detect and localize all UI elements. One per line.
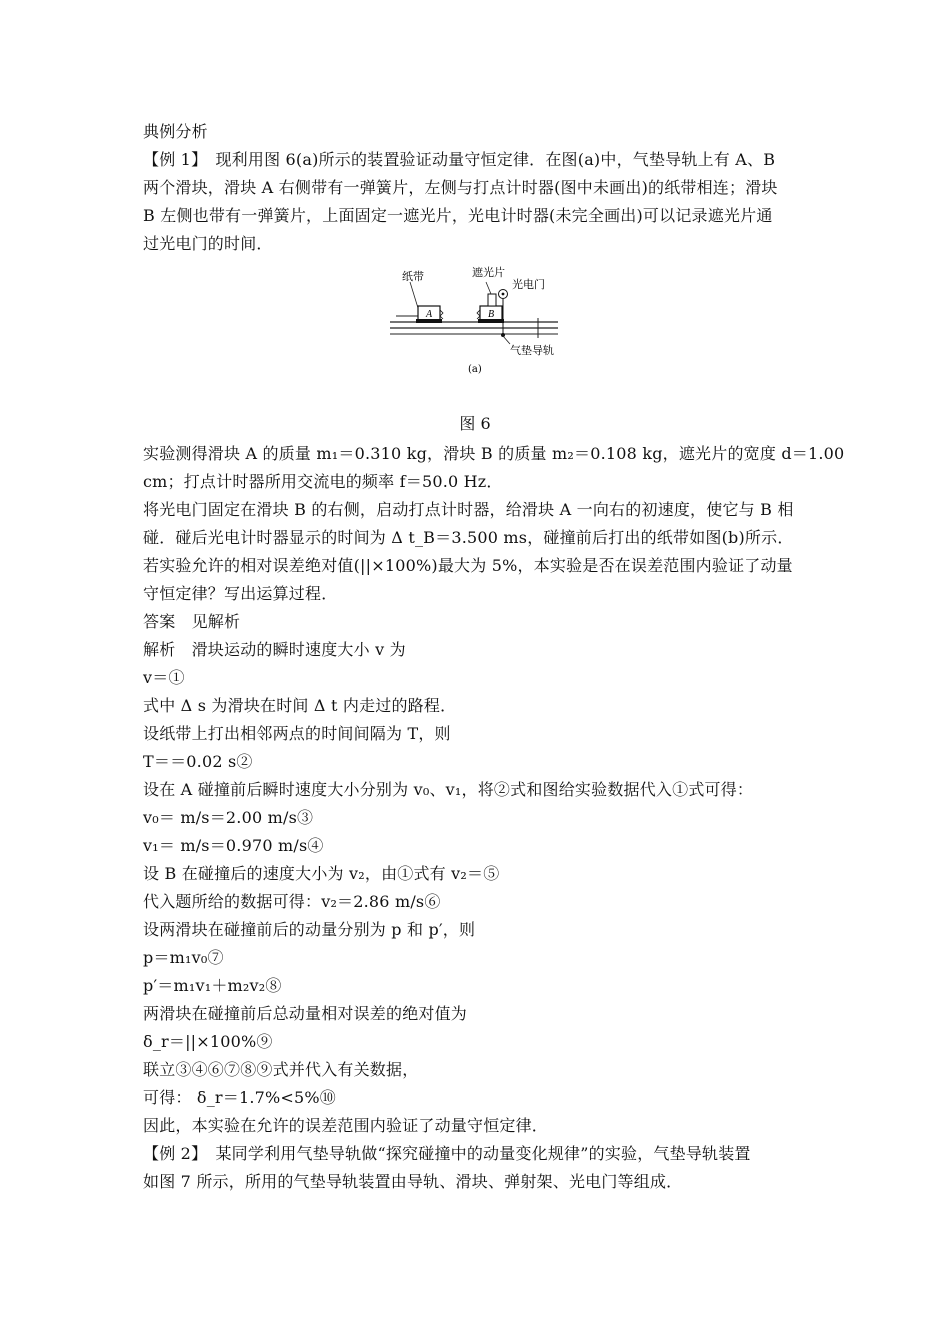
analysis-line-5: T＝＝0.02 s② <box>143 752 253 771</box>
body-line-5: 若实验允许的相对误差绝对值(||×100%)最大为 5%，本实验是否在误差范围内验证了动量 <box>143 556 793 575</box>
figure-subcaption: (a) <box>468 364 482 375</box>
analysis-line-17: 可得： δ_r＝1.7%<5%⑩ <box>143 1088 337 1107</box>
section-heading: 典例分析 <box>143 122 208 141</box>
analysis-line-3: 式中 Δ s 为滑块在时间 Δ t 内走过的路程． <box>143 696 457 715</box>
analysis-line-11: 设两滑块在碰撞前后的动量分别为 p 和 p′，则 <box>143 920 476 939</box>
example2-line-1: 【例 2】 某同学利用气垫导轨做“探究碰撞中的动量变化规律”的实验，气垫导轨装置 <box>143 1144 751 1163</box>
figure-caption: 图 6 <box>459 414 491 433</box>
label-photogate: 光电门 <box>512 278 545 291</box>
analysis-line-13: p′＝m₁v₁＋m₂v₂⑧ <box>143 976 282 995</box>
analysis-line-6: 设在 A 碰撞前后瞬时速度大小分别为 v₀、v₁，将②式和图给实验数据代入①式可得： <box>143 780 754 799</box>
body-line-3: 将光电门固定在滑块 B 的右侧，启动打点计时器，给滑块 A 一向右的初速度，使它与 B 相 <box>143 500 794 519</box>
analysis-line-18: 因此，本实验在允许的误差范围内验证了动量守恒定律． <box>143 1116 549 1135</box>
label-track: 气垫导轨 <box>510 344 554 357</box>
body-line-2: cm；打点计时器所用交流电的频率 f＝50.0 Hz． <box>143 472 503 491</box>
analysis-line-8: v₁＝ m/s＝0.970 m/s④ <box>143 836 324 855</box>
example1-line-1: 【例 1】 现利用图 6(a)所示的装置验证动量守恒定律．在图(a)中，气垫导轨上有 A、B <box>143 150 776 169</box>
label-shade: 遮光片 <box>472 266 505 279</box>
analysis-line-12: p＝m₁v₀⑦ <box>143 948 224 967</box>
analysis-line-15: δ_r＝||×100%⑨ <box>143 1032 273 1051</box>
example2-line-2: 如图 7 所示，所用的气垫导轨装置由导轨、滑块、弹射架、光电门等组成． <box>143 1172 683 1191</box>
body-line-4: 碰．碰后光电计时器显示的时间为 Δ t_B＝3.500 ms，碰撞前后打出的纸带如图(b)所示． <box>143 528 794 547</box>
analysis-line-7: v₀＝ m/s＝2.00 m/s③ <box>143 808 314 827</box>
analysis-line-2: v＝① <box>143 668 185 687</box>
analysis-line-10: 代入题所给的数据可得：v₂＝2.86 m/s⑥ <box>143 892 441 911</box>
answer-line: 答案 见解析 <box>143 612 241 631</box>
analysis-line-14: 两滑块在碰撞前后总动量相对误差的绝对值为 <box>143 1004 468 1023</box>
analysis-line-9: 设 B 在碰撞后的速度大小为 v₂，由①式有 v₂＝⑤ <box>143 864 500 883</box>
body-line-1: 实验测得滑块 A 的质量 m₁＝0.310 kg，滑块 B 的质量 m₂＝0.108 kg，遮光片的宽度 d＝1.00 <box>143 444 845 463</box>
analysis-line-16: 联立③④⑥⑦⑧⑨式并代入有关数据， <box>143 1060 419 1079</box>
analysis-line-1: 解析 滑块运动的瞬时速度大小 v 为 <box>143 640 406 659</box>
example1-line-3: B 左侧也带有一弹簧片，上面固定一遮光片，光电计时器(未完全画出)可以记录遮光片通 <box>143 206 773 225</box>
block-a-label: A <box>425 309 433 320</box>
example1-line-2: 两个滑块，滑块 A 右侧带有一弹簧片，左侧与打点计时器(图中未画出)的纸带相连；滑块 <box>143 178 778 197</box>
analysis-line-4: 设纸带上打出相邻两点的时间间隔为 T，则 <box>143 724 451 743</box>
body-line-6: 守恒定律？写出运算过程． <box>143 584 338 603</box>
shading-plate <box>488 294 496 306</box>
apparatus-figure <box>388 264 568 376</box>
label-tape: 纸带 <box>402 270 424 283</box>
block-b-label: B <box>487 309 495 320</box>
example1-line-4: 过光电门的时间． <box>143 234 273 253</box>
